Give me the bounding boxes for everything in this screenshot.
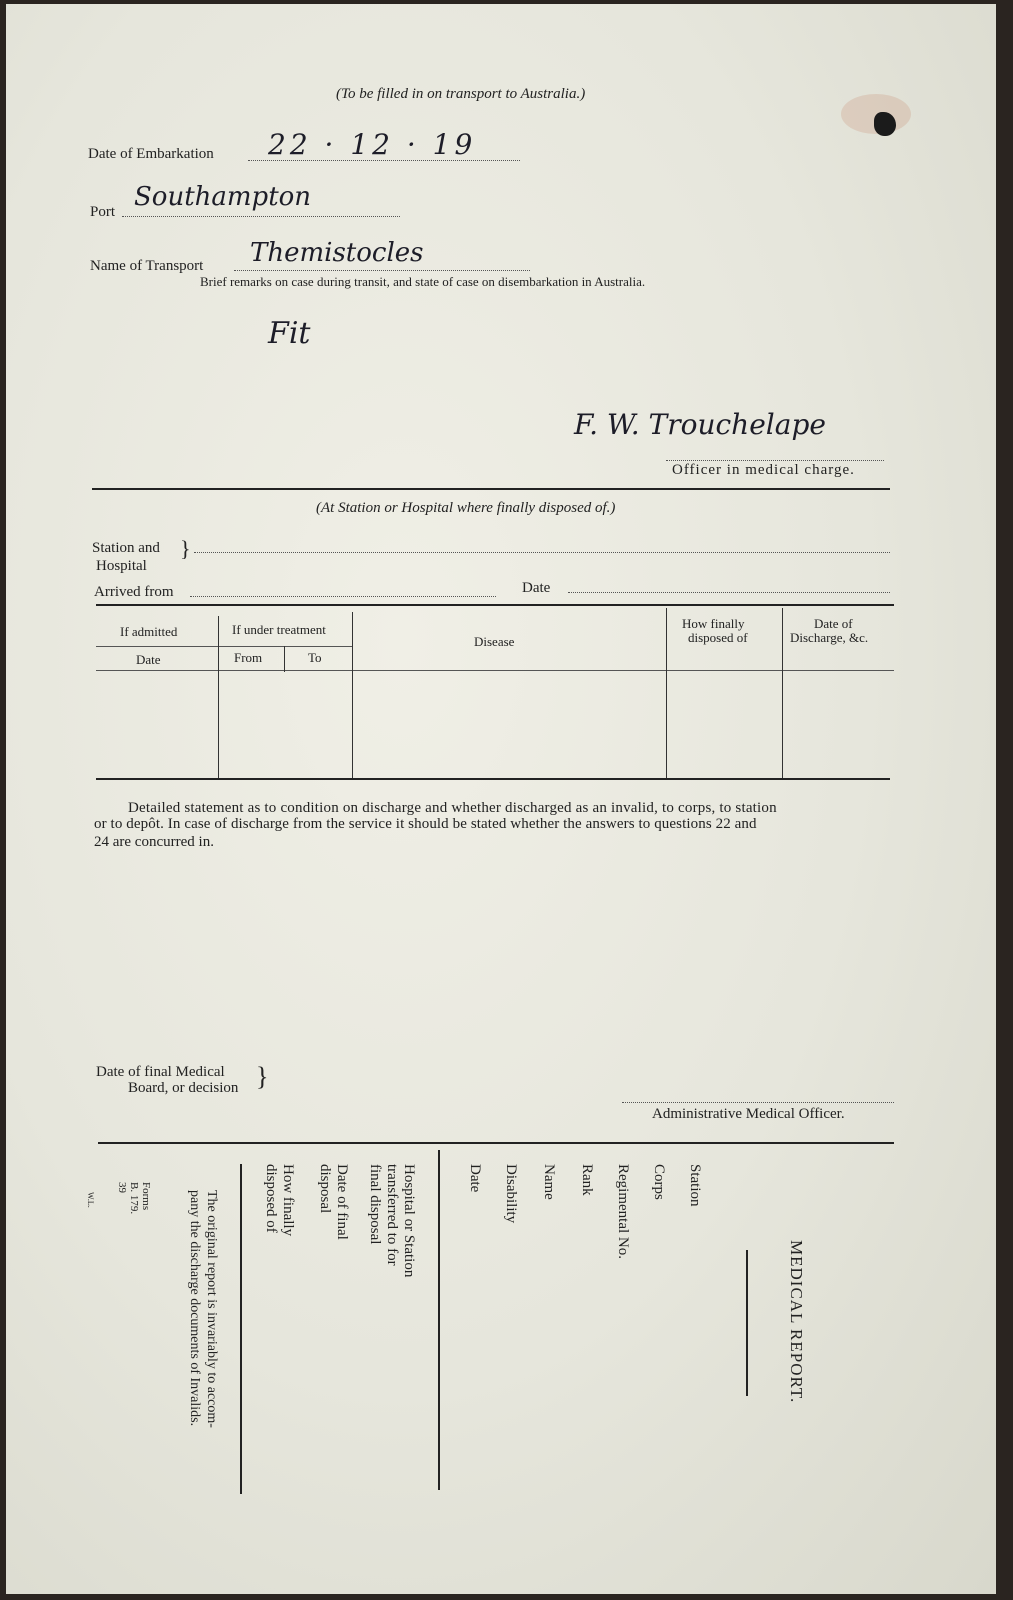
admin-officer-caption: Administrative Medical Officer. [652,1106,845,1122]
table-bottom-rule [96,778,890,780]
station-line [194,552,890,553]
form-page [6,4,996,1594]
mr-regimental-no: Regimental No. [615,1164,631,1259]
th-if-admitted: If admitted [120,624,178,639]
th-disease: Disease [474,634,515,649]
statement-line-2: or to depôt. In case of discharge from the service it should be stated whether the answers to questions 22 and [94,816,757,832]
title-rule [746,1250,748,1396]
date-line [568,592,890,593]
th-how-finally: How finally [682,616,745,631]
report-divider [438,1150,440,1490]
mr-name: Name [541,1164,557,1200]
port-value: Southampton [134,182,312,212]
th-if-under-treatment: If under treatment [232,622,326,637]
brace: } [256,1062,269,1091]
mr-date-final-disposal: Date of final disposal [317,1164,350,1240]
transport-label: Name of Transport [90,258,204,274]
table-col [666,608,667,780]
transport-note: (To be filled in on transport to Australia.) [336,86,586,102]
report-divider [240,1164,242,1494]
transport-line [234,270,530,271]
embarkation-value: 22 · 12 · 19 [268,128,477,161]
statement-line-3: 24 are concurred in. [94,834,214,850]
table-sub-rule [96,646,352,647]
transport-value: Themistocles [250,238,424,268]
mr-hospital-transferred: Hospital or Station transferred to for final disposal [367,1164,417,1278]
mr-station: Station [687,1164,703,1207]
remarks-value: Fit [268,316,311,351]
station-note: (At Station or Hospital where finally disposed of.) [316,500,616,516]
arrived-from-line [190,596,496,597]
th-discharge: Discharge, &c. [790,630,869,645]
section-divider [92,488,890,490]
medical-report-top-rule [98,1142,894,1144]
mr-forms-ref: Forms B. 179. 39 [116,1182,152,1215]
signature-caption: Officer in medical charge. [672,462,855,478]
ink-blot [874,112,896,136]
port-label: Port [90,204,116,220]
signature-line [666,460,884,461]
mr-printer-mark: W.L. [86,1192,95,1208]
final-board-label-2: Board, or decision [128,1080,239,1096]
th-disposed-of: disposed of [688,630,748,645]
embarkation-label: Date of Embarkation [88,146,214,162]
mr-date: Date [467,1164,483,1193]
date-label: Date [522,580,551,596]
table-top-rule [96,604,894,606]
station-label: Station and [92,540,160,556]
brace: } [180,536,191,561]
mr-original-report: The original report is invariably to accom- pany the discharge documents of Invalids. [187,1190,219,1428]
statement-line-1: Detailed statement as to condition on discharge and whether discharged as an invalid, to corps, to station [128,800,777,816]
th-to: To [308,650,322,665]
mr-disability: Disability [503,1164,519,1224]
port-line [122,216,400,217]
mr-how-finally-disposed: How finally disposed of [263,1164,296,1237]
final-board-label-1: Date of final Medical [96,1064,225,1080]
medical-report-title: MEDICAL REPORT. [787,1240,806,1404]
arrived-from-label: Arrived from [94,584,174,600]
table-col [352,612,353,780]
remarks-label: Brief remarks on case during transit, and state of case on disembarkation in Australia. [200,274,646,289]
table-head-rule [96,670,894,671]
th-from: From [234,650,263,665]
table-col [782,608,783,780]
table-col [284,646,285,672]
officer-signature: F. W. Trouchelape [574,408,826,441]
admin-officer-line [622,1102,894,1103]
mr-corps: Corps [651,1164,667,1200]
th-date-of: Date of [814,616,853,631]
table-col [218,616,219,780]
mr-rank: Rank [579,1164,595,1196]
th-date: Date [136,652,161,667]
hospital-label: Hospital [96,558,147,574]
